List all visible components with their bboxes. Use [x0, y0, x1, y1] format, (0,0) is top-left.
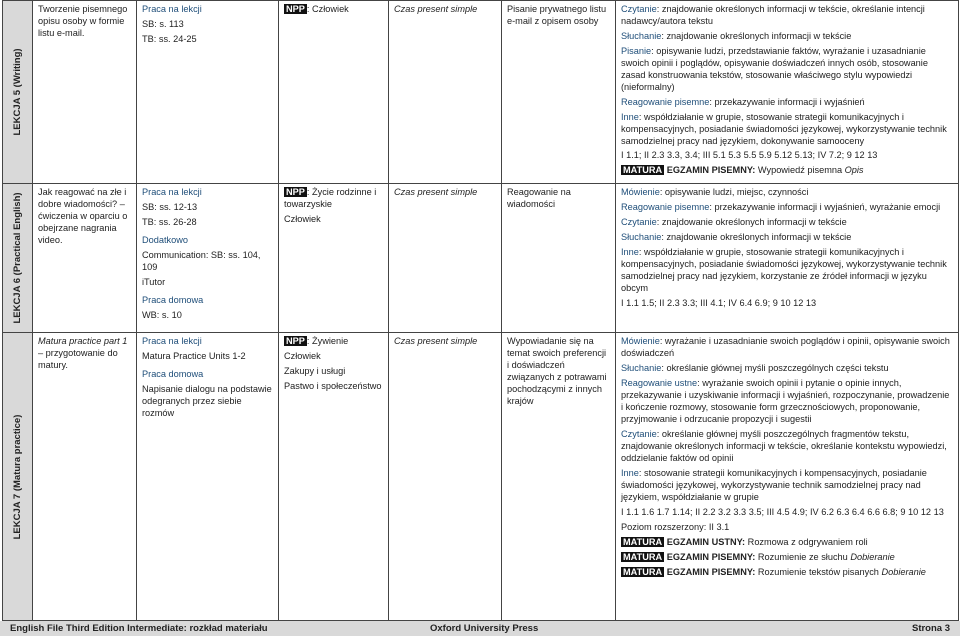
lesson-topic: [38, 187, 131, 247]
npp-topic: Pastwo i społeczeństwo: [284, 381, 382, 392]
lesson-label: LEKCJA 5 (Writing): [11, 48, 23, 136]
skill-text: : współdziałanie w grupie, stosowanie strategii komunikacyjnych i kompensacyjnych, posiadanie świadomości językowej, wykorzystywanie technik samodzielnej pracy nad językiem, korzystanie ze źródeł informacji w języku obcym: [621, 247, 947, 294]
lesson-label-cell: [3, 184, 33, 333]
functions-cell: [502, 333, 616, 621]
skill-text: : znajdowanie określonych informacji w tekście: [661, 30, 852, 41]
npp-cell: [279, 184, 389, 333]
npp-badge: NPP: [286, 187, 305, 198]
material-heading: Dodatkowo: [142, 235, 188, 246]
material-item: Communication: SB: ss. 104, 109: [142, 250, 261, 273]
material-item: TB: ss. 26-28: [142, 217, 197, 228]
skill-label: Czytanie: [621, 429, 657, 440]
exam-item: [621, 567, 953, 579]
npp-topic: Człowiek: [284, 351, 321, 362]
skill-label: Reagowanie ustne: [621, 378, 698, 389]
exam-item: [621, 552, 953, 564]
topic-italic: Matura practice part 1: [38, 336, 128, 347]
npp-topic: : Życie rodzinne i towarzyskie: [284, 187, 377, 210]
skill-text: : stosowanie strategii komunikacyjnych i kompensacyjnych, posiadanie świadomości językowej, wykorzystywanie technik samodzielnej pracy nad językiem, współdziałanie w grupie: [621, 467, 927, 502]
curriculum-codes: I 1.1 1.6 1.7 1.14; II 2.2 3.2 3.3 3.5; III 4.5 4.9; IV 6.2 6.3 6.4 6.6 6.8; 9 10 12 13: [621, 506, 944, 517]
exam-item: [621, 537, 953, 549]
topic-text: Tworzenie pisemnego opisu osoby w formie listu e-mail.: [38, 4, 128, 38]
lesson-row: [3, 1, 959, 184]
matura-badge: MATURA: [623, 536, 663, 547]
grammar-text: Czas present simple: [394, 4, 478, 14]
material-heading: Praca na lekcji: [142, 4, 202, 14]
lesson-label: LEKCJA 7 (Matura practice): [11, 414, 23, 540]
skill-text: : znajdowanie określonych informacji w tekście: [656, 217, 847, 228]
skill-label: Słuchanie: [621, 30, 662, 41]
lesson-topic: [38, 4, 131, 40]
skill-text: : znajdowanie określonych informacji w tekście: [661, 232, 852, 243]
page-footer: [0, 621, 960, 636]
skill-label: Słuchanie: [621, 232, 662, 243]
skill-label: Słuchanie: [621, 363, 662, 374]
materials-cell: [137, 184, 279, 333]
exam-desc: Rozmowa z odgrywaniem roli: [745, 536, 868, 547]
skill-label: Inne: [621, 111, 639, 122]
skill-text: : opisywanie ludzi, przedstawianie faktów, wyrażanie i uzasadnianie swoich opinii i poglądów, opisywanie doświadczeń innych osób, stosowanie zasad konstruowania tekstów, stosowanie właściwego stylu wypowiedzi (nieformalny): [621, 45, 928, 92]
skill-item: [621, 363, 953, 375]
footer-title: English File Third Edition Intermediate: rozkład materiału: [10, 623, 268, 634]
exam-name: EGZAMIN PISEMNY:: [666, 566, 756, 577]
grammar-cell: [389, 1, 502, 184]
exam-desc: Rozumienie ze słuchu: [755, 551, 851, 562]
skill-text: : wyrażanie i uzasadnianie swoich poglądów i opinii, opisywanie swoich doświadczeń: [621, 336, 950, 359]
skill-text: : opisywanie ludzi, miejsc, czynności: [659, 187, 809, 198]
grammar-text: Czas present simple: [394, 336, 478, 347]
skills-cell: [616, 1, 959, 184]
topic-cell: [33, 1, 137, 184]
exam-name: EGZAMIN USTNY:: [666, 536, 746, 547]
skill-item: [621, 187, 953, 199]
skill-label: Mówienie: [621, 336, 660, 347]
skill-label: Inne: [621, 467, 639, 478]
matura-badge: MATURA: [623, 566, 663, 577]
curriculum-codes: I 1.1 1.5; II 2.3 3.3; III 4.1; IV 6.4 6.9; 9 10 12 13: [621, 298, 817, 309]
lesson-label-cell: [3, 333, 33, 621]
topic-cell: [33, 184, 137, 333]
skill-label: Reagowanie pisemne: [621, 202, 710, 213]
skill-text: : przekazywanie informacji i wyjaśnień: [709, 96, 865, 107]
skill-label: Czytanie: [621, 4, 657, 14]
material-heading: Praca domowa: [142, 295, 204, 306]
npp-line: [284, 381, 383, 393]
skill-label: Czytanie: [621, 217, 657, 228]
topic-cell: [33, 333, 137, 621]
exam-task: Dobieranie: [881, 566, 926, 577]
footer-page-number: Strona 3: [911, 623, 950, 634]
skill-label: Pisanie: [621, 45, 652, 56]
topic-text: – przygotowanie do matury.: [38, 348, 118, 371]
footer-publisher: Oxford University Press: [430, 623, 539, 634]
skill-item: [621, 97, 953, 109]
skill-item: [621, 232, 953, 244]
material-item: SB: ss. 12-13: [142, 202, 198, 213]
skill-label: Mówienie: [621, 187, 660, 198]
material-item: iTutor: [142, 277, 166, 288]
skill-item: [621, 217, 953, 229]
grammar-cell: [389, 333, 502, 621]
materials-cell: [137, 1, 279, 184]
skill-item: [621, 112, 953, 148]
material-heading: Praca domowa: [142, 369, 204, 380]
lesson-plan-table: [2, 0, 959, 621]
material-item: SB: s. 113: [142, 18, 184, 29]
functions-text: Pisanie prywatnego listu e-mail z opisem osoby: [507, 4, 607, 26]
material-item: WB: s. 10: [142, 310, 182, 321]
functions-text: Wypowiadanie się na temat swoich preferencji i doświadczeń związanych z potrawami pochodzącymi z innych krajów: [507, 336, 607, 407]
functions-text: Reagowanie na wiadomości: [507, 187, 571, 210]
exam-desc: Wypowiedź pisemna: [755, 165, 845, 176]
material-heading: Praca na lekcji: [142, 336, 202, 347]
lesson-label: LEKCJA 6 (Practical English): [11, 192, 23, 324]
topic-text: Jak reagować na złe i dobre wiadomości? – ćwiczenia w oparciu o obejrzane nagrania video.: [38, 187, 128, 246]
skills-cell: [616, 184, 959, 333]
exam-item: [621, 165, 953, 177]
exam-name: EGZAMIN PISEMNY:: [666, 165, 756, 176]
skill-item: [621, 31, 953, 43]
exam-name: EGZAMIN PISEMNY:: [666, 551, 756, 562]
npp-topic: Człowiek: [284, 214, 321, 225]
npp-line: [284, 366, 383, 378]
skill-label: Reagowanie pisemne: [621, 96, 710, 107]
exam-task: Opis: [844, 165, 864, 176]
skill-text: : wyrażanie swoich opinii i pytanie o opinie innych, przekazywanie i uzyskiwanie informacji i wyjaśnień, rozpoczynanie, prowadzenie i kończenie rozmowy, stosowanie form grzecznościowych, proponowanie, przyjmowanie i odrzucanie propozycji i sugestii: [621, 378, 950, 425]
exam-task: Dobieranie: [850, 551, 895, 562]
skill-text: : współdziałanie w grupie, stosowanie strategii komunikacyjnych i kompensacyjnych, posiadanie świadomości językowej, wykorzystywanie technik samodzielnej pracy nad językiem, dokonywanie samooceny: [621, 111, 947, 146]
npp-line: [284, 351, 383, 363]
lesson-label-cell: [3, 1, 33, 184]
materials-cell: [137, 333, 279, 621]
npp-topic: Zakupy i usługi: [284, 366, 346, 377]
npp-topic: : Człowiek: [306, 4, 349, 14]
skill-text: : przekazywanie informacji i wyjaśnień, wyrażanie emocji: [709, 202, 941, 213]
npp-line: [284, 4, 383, 16]
npp-topic: : Żywienie: [306, 336, 349, 347]
material-item: Matura Practice Units 1-2: [142, 351, 246, 362]
skill-item: [621, 202, 953, 214]
matura-badge: MATURA: [623, 551, 663, 562]
material-heading: Praca na lekcji: [142, 187, 202, 198]
skills-cell: [616, 333, 959, 621]
lesson-topic: [38, 336, 131, 372]
material-item: TB: ss. 24-25: [142, 33, 197, 44]
grammar-text: Czas present simple: [394, 187, 478, 198]
npp-cell: [279, 333, 389, 621]
skill-item: [621, 46, 953, 94]
exam-desc: Rozumienie tekstów pisanych: [755, 566, 882, 577]
skill-item: [621, 468, 953, 504]
npp-cell: [279, 1, 389, 184]
skill-item: [621, 247, 953, 295]
level-note: Poziom rozszerzony: II 3.1: [621, 521, 730, 532]
skill-item: [621, 378, 953, 426]
grammar-cell: [389, 184, 502, 333]
functions-cell: [502, 184, 616, 333]
npp-badge: NPP: [286, 4, 305, 14]
curriculum-codes: I 1.1; II 2.3 3.3, 3.4; III 5.1 5.3 5.5 5.9 5.12 5.13; IV 7.2; 9 12 13: [621, 150, 878, 161]
lesson-row: [3, 333, 959, 621]
skill-item: [621, 336, 953, 360]
skill-text: : znajdowanie określonych informacji w tekście, określanie intencji nadawcy/autora tekstu: [621, 4, 925, 26]
material-item: Napisanie dialogu na podstawie odegranych przez siebie rozmów: [142, 384, 272, 419]
skill-label: Inne: [621, 247, 639, 258]
npp-badge: NPP: [286, 336, 305, 347]
skill-text: : określanie głównej myśli poszczególnych części tekstu: [661, 363, 889, 374]
npp-line: [284, 214, 383, 226]
skill-text: : określanie głównej myśli poszczególnych fragmentów tekstu, znajdowanie określonych informacji w tekście, określanie kontekstu wypowiedzi, oddzielanie faktów od opinii: [621, 429, 947, 463]
matura-badge: MATURA: [623, 165, 663, 176]
skill-item: [621, 4, 953, 28]
skill-item: [621, 429, 953, 465]
functions-cell: [502, 1, 616, 184]
npp-line: [284, 336, 383, 348]
lesson-row: [3, 184, 959, 333]
npp-line: [284, 187, 383, 211]
